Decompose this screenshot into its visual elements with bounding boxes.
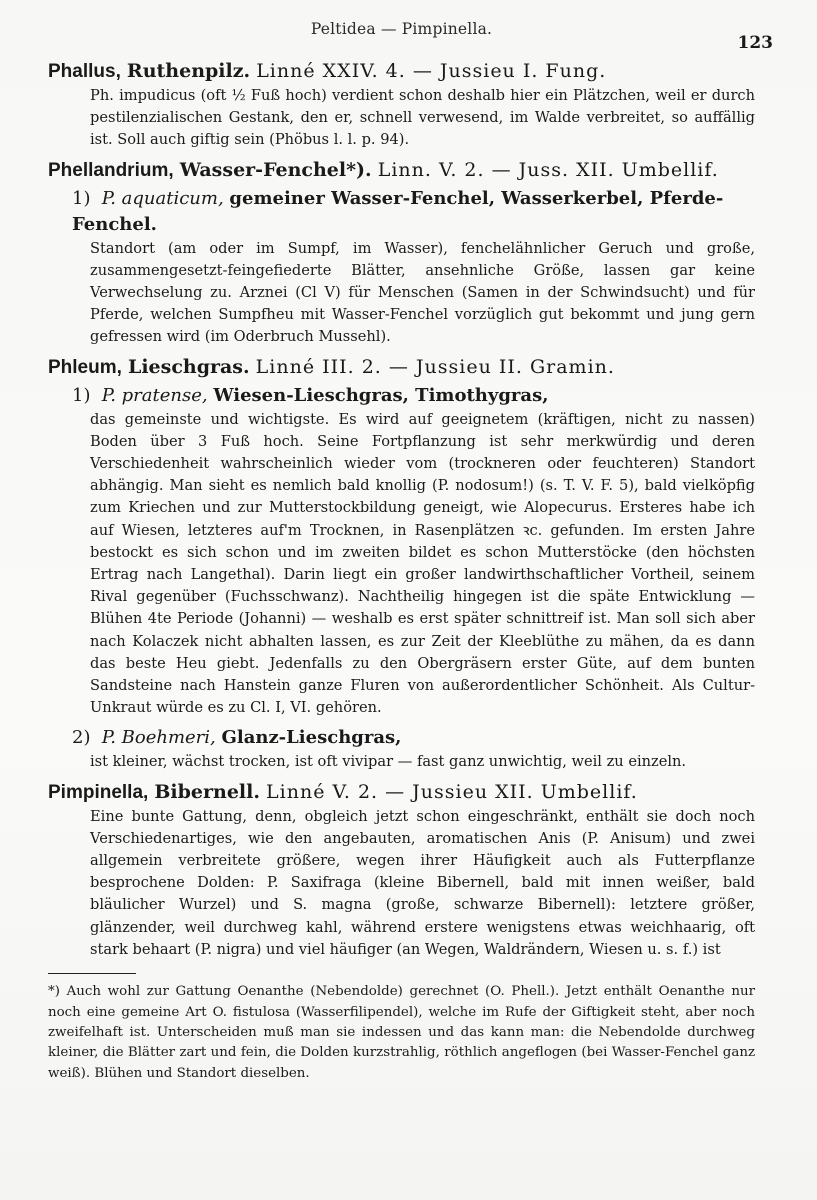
species-text: das gemeinste und wichtigste. Es wird auf geeignetem (kräftigen, nicht zu nassen) Boden über 3 Fuß hoch. Seine Fortpflanzung ist sehr merkwürdig und deren Verschiedenheit wahrscheinlich wieder vom (trockneren oder feuchteren) Standort abhängig. Man sieht es nemlich bald knollig (P. nodosum!) (s. T. V. F. 5), bald vielköpfig zum Kriechen und zur Mutterstockbildung geneigt, wie Alopecurus. Ersteres habe ich auf Wiesen, letzteres auf'm Trocknen, in Rasenplätzen ꝛc. gefunden. Im ersten Jahre bestockt es sich schon und im zweiten bildet es schon Mutterstöcke (den höchsten Ertrag nach Langethal). Darin liegt ein großer landwirthschaftlicher Vortheil, seinem Rival gegenüber (Fuchsschwanz). Nachtheilig hingegen ist die späte Entwicklung — Blühen 4te Periode (Johanni) — weshalb es erst später schnittreif ist. Man soll sich aber nach Kolaczek nicht abhalten lassen, es zur Zeit der Kleeblüthe zu mähen, da es dann das beste Heu giebt. Jedenfalls zu den Obergräsern erster Güte, auf dem bunten Sandsteine nach Hanstein ganze Fluren von außerordentlicher Schönheit. Als Cultur-Unkraut würde es zu Cl. I, VI. gehören. <box>90 410 755 717</box>
genus-name: Pimpinella, <box>48 781 149 803</box>
species-number: 1) <box>72 187 91 209</box>
species-german-name: gemeiner Wasser-Fenchel, Wasserkerbel, Pferde-Fenchel. <box>72 187 724 235</box>
species-text: ist kleiner, wächst trocken, ist oft vivipar — fast ganz unwichtig, weil zu einzeln. <box>90 753 687 771</box>
german-name: Lieschgras. <box>127 355 250 378</box>
entry-phallus <box>48 58 755 152</box>
species-heading <box>48 725 755 751</box>
entry-text: Eine bunte Gattung, denn, obgleich jetzt schon eingeschränkt, enthält sie doch noch Verschiedenartiges, wie den angebauten, aromatischen Anis (P. Anisum) und zwei allgemein verbreitete größere, wegen ihrer Häufigkeit auch als Futterpflanze besprochene Dolden: P. Saxifraga (kleine Bibernell, bald mit innen weißer, bald bläulicher Wurzel) und S. magna (große, schwarze Bibernell): letztere größer, glänzender, weil durchweg kahl, während erstere wenigstens etwas weichhaarig, oft stark behaart (P. nigra) und viel häufiger (an Wegen, Waldrändern, Wiesen u. s. f.) ist <box>90 807 755 958</box>
species-german-name: Wiesen-Lieschgras, Timothygras, <box>213 384 549 406</box>
classification: Linné V. 2. — Jussieu XII. Umbellif. <box>266 780 638 803</box>
page-number: 123 <box>737 33 773 53</box>
species-latin-name: P. pratense, <box>101 384 208 406</box>
species-german-name: Glanz-Lieschgras, <box>221 727 402 749</box>
species-latin-name: P. aquaticum, <box>101 187 224 209</box>
species-latin-name: P. Boehmeri, <box>101 727 216 749</box>
classification: Linn. V. 2. — Juss. XII. Umbellif. <box>377 158 719 181</box>
genus-name: Phallus, <box>48 61 121 82</box>
entry-pimpinella <box>48 779 755 961</box>
german-name: Bibernell. <box>154 780 260 803</box>
entry-heading <box>48 354 755 381</box>
entry-phellandrium <box>48 157 755 349</box>
footnote-divider <box>48 973 136 974</box>
running-head <box>48 0 773 58</box>
classification: Linné XXIV. 4. — Jussieu I. Fung. <box>256 60 607 82</box>
species-heading <box>48 186 755 238</box>
genus-name: Phellandrium, <box>48 159 174 181</box>
species-number: 2) <box>72 727 91 749</box>
genus-name: Phleum, <box>48 356 122 378</box>
species-number: 1) <box>72 384 91 406</box>
entry-heading <box>48 157 755 184</box>
entry-phleum <box>48 354 755 774</box>
footnote: *) Auch wohl zur Gattung Oenanthe (Nebendolde) gerechnet (O. Phell.). Jetzt enthält Oenanthe nur noch eine gemeine Art O. fistulosa (Wasserfilipendel), welche im Rufe der Giftigkeit steht, aber noch zweifelhaft ist. Unterscheiden muß man sie indessen und das kann man: die Nebendolde durchweg kleiner, die Blätter zart und fein, die Dolden kurzstrahlig, röthlich angeflogen (bei Wasser-Fenchel ganz weiß). Blühen und Standort dieselben. <box>48 984 755 1081</box>
entry-text: Ph. impudicus (oft ½ Fuß hoch) verdient schon deshalb hier ein Plätzchen, weil er durch pestilenzialischen Gestank, den er, schnell verwesend, im Walde verbreitet, so auffällig ist. Soll auch giftig sein (Phöbus l. l. p. 94). <box>90 87 755 149</box>
species-text: Standort (am oder im Sumpf, im Wasser), fenchelähnlicher Geruch und große, zusammengesetzt-feingefiederte Blätter, ansehnliche Größe, lassen gar keine Verwechselung zu. Arznei (Cl V) für Menschen (Samen in der Schwindsucht) und für Pferde, welchen Sumpfheu mit Wasser-Fenchel vorzüglich gut bekommt und jung gern gefressen wird (im Oderbruch Mussehl). <box>90 239 755 346</box>
entry-heading <box>48 779 755 806</box>
classification: Linné III. 2. — Jussieu II. Gramin. <box>255 355 615 378</box>
running-head-title: Peltidea — Pimpinella. <box>310 20 493 38</box>
german-name: Wasser-Fenchel*). <box>179 158 372 181</box>
species-heading <box>48 383 755 409</box>
german-name: Ruthenpilz. <box>126 60 251 82</box>
entry-heading <box>48 58 755 85</box>
